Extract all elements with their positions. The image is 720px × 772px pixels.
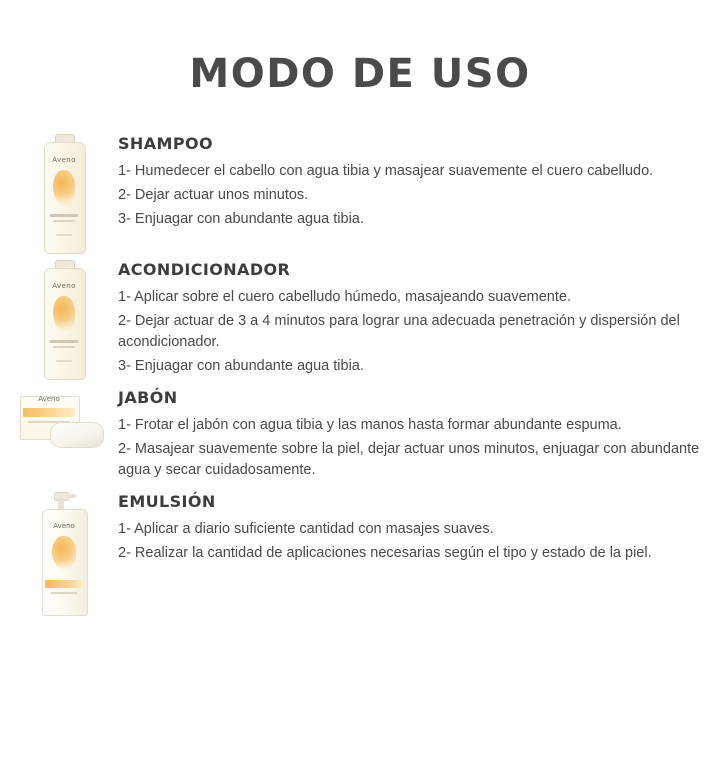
lotion-product-image <box>0 492 110 614</box>
shampoo-text <box>110 134 720 233</box>
brand-label: Aveno <box>52 282 76 290</box>
section-heading-emulsion: EMULSIÓN <box>118 492 216 512</box>
shampoo-bottle-icon <box>44 134 84 252</box>
label-line <box>53 346 75 348</box>
emulsion-text <box>110 492 720 567</box>
soap-bar <box>50 422 104 448</box>
page-title: MODO DE USO <box>189 51 531 97</box>
instruction-line: 3- Enjuagar con abundante agua tibia. <box>118 211 364 228</box>
pump-nozzle <box>66 494 76 498</box>
acondicionador-text <box>110 260 720 380</box>
section-emulsion <box>0 492 720 614</box>
soap-product-image <box>0 388 110 460</box>
jabon-text <box>110 388 720 484</box>
accent-band <box>45 580 83 588</box>
soap-bar-icon <box>20 388 108 460</box>
section-jabon <box>0 388 720 484</box>
conditioner-bottle-icon <box>44 260 84 378</box>
instruction-sections <box>0 134 720 614</box>
instruction-line: 2- Realizar la cantidad de aplicaciones necesarias según el tipo y estado de la piel. <box>118 545 652 562</box>
conditioner-product-image <box>0 260 110 378</box>
document-page <box>0 52 720 772</box>
instruction-line: 2- Dejar actuar unos minutos. <box>118 187 309 204</box>
label-line <box>53 220 75 222</box>
instruction-line: 1- Humedecer el cabello con agua tibia y masajear suavemente el cuero cabelludo. <box>118 163 654 179</box>
label-line <box>56 360 72 362</box>
brand-label: Aveno <box>52 156 76 164</box>
swirl-graphic <box>53 170 75 206</box>
section-heading-jabon: JABÓN <box>118 388 178 408</box>
instruction-line: 1- Aplicar sobre el cuero cabelludo húmedo, masajeando suavemente. <box>118 289 571 305</box>
brand-label: Aveno <box>53 522 75 531</box>
instruction-line: 1- Aplicar a diario suficiente cantidad con masajes suaves. <box>118 521 494 538</box>
lotion-pump-bottle-icon <box>42 492 86 614</box>
instruction-line: 2- Dejar actuar de 3 a 4 minutos para lograr una adecuada penetración y dispersión del acondicionador. <box>118 313 680 351</box>
label-line <box>56 234 72 236</box>
swirl-graphic <box>53 296 75 332</box>
section-heading-shampoo: SHAMPOO <box>118 134 213 153</box>
box-accent-stripe <box>23 408 75 417</box>
instruction-line: 1- Frotar el jabón con agua tibia y las manos hasta formar abundante espuma. <box>118 417 622 434</box>
label-line <box>51 592 77 594</box>
section-shampoo <box>0 134 720 252</box>
swirl-graphic <box>52 536 76 570</box>
section-acondicionador <box>0 260 720 380</box>
section-heading-acondicionador: ACONDICIONADOR <box>118 260 291 279</box>
shampoo-product-image <box>0 134 110 252</box>
label-line <box>50 214 78 217</box>
label-line <box>50 340 78 343</box>
instruction-line: 3- Enjuagar con abundante agua tibia. <box>118 358 364 375</box>
instruction-line: 2- Masajear suavemente sobre la piel, dejar actuar unos minutos, enjuagar con abundante agua y secar cuidadosamente. <box>118 441 700 479</box>
brand-label: Aveno <box>38 395 60 404</box>
